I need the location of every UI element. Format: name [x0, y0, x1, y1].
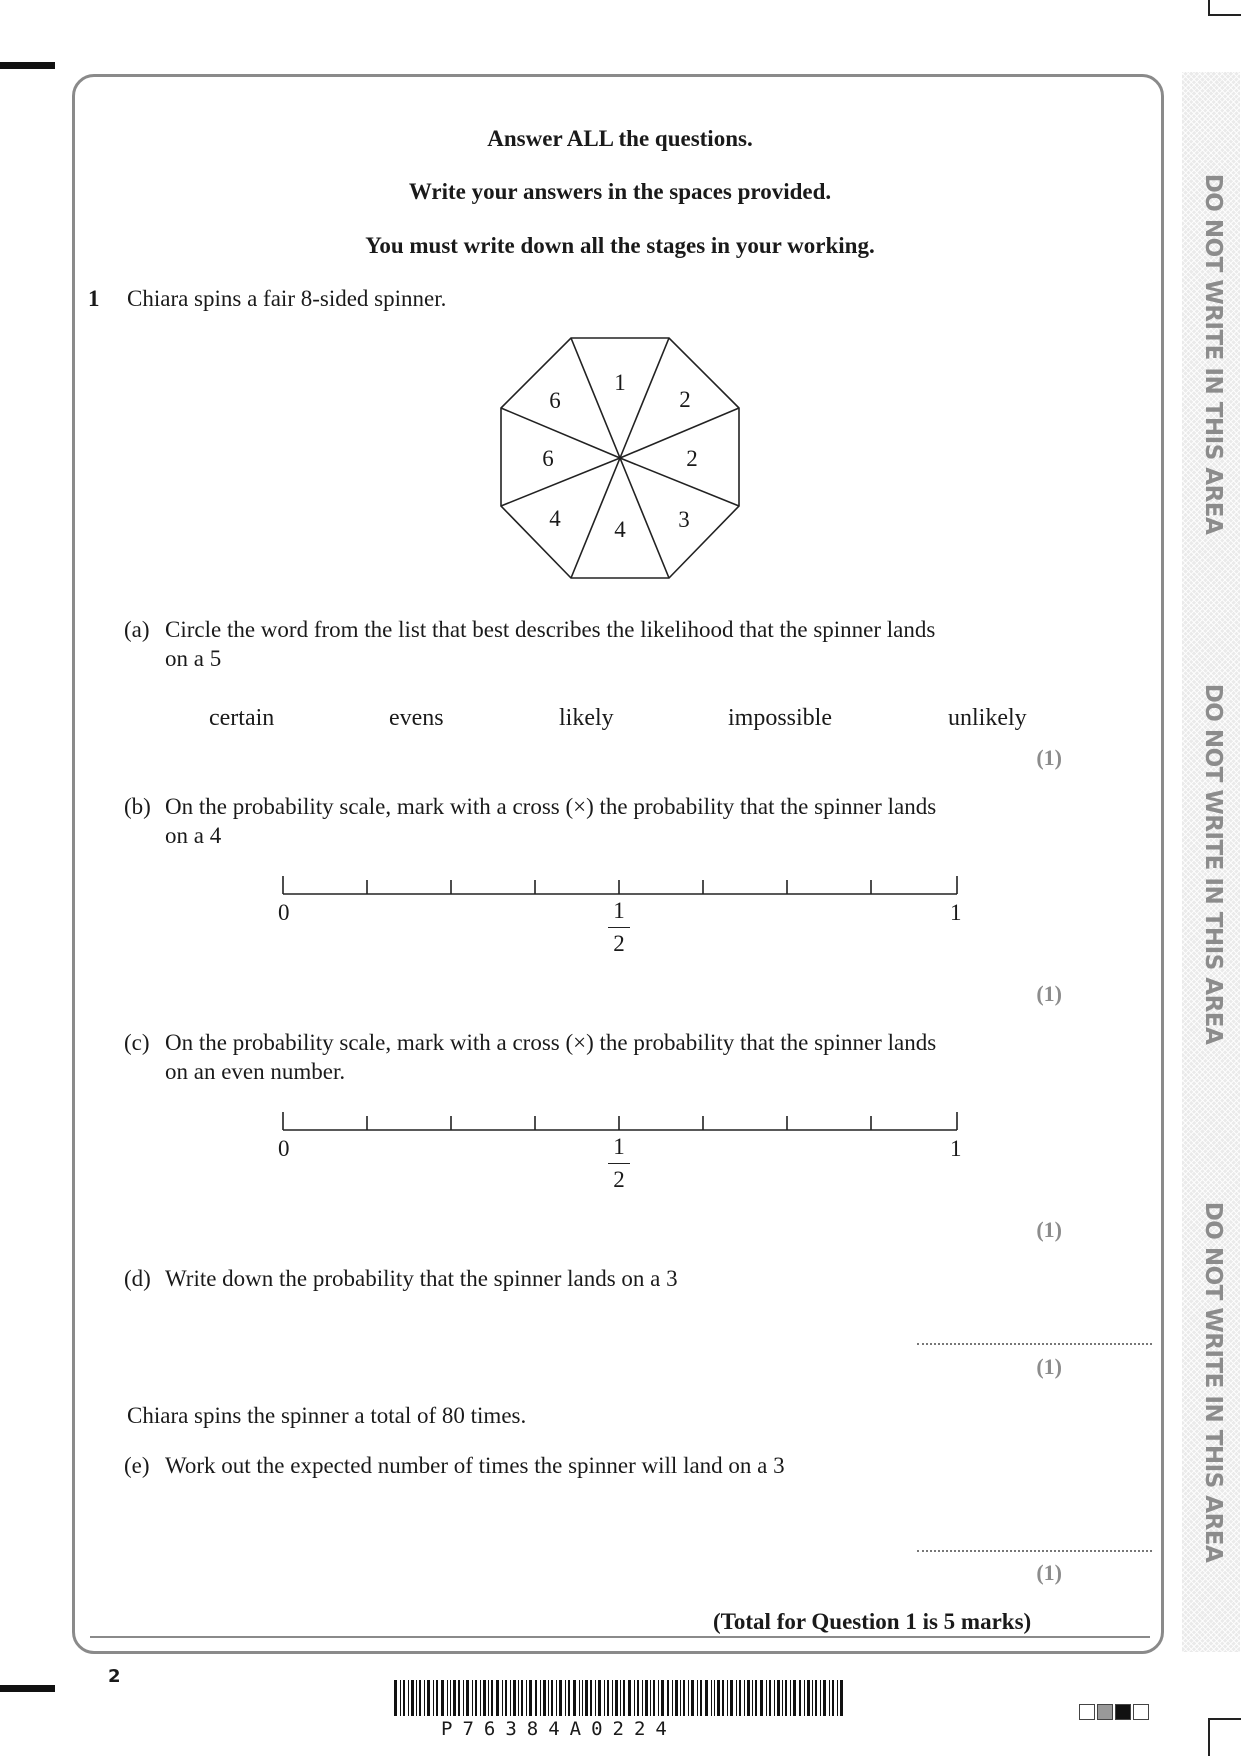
scale-c-half-numerator: 1	[613, 1134, 625, 1159]
octagon-spinner	[495, 334, 745, 584]
edge-bar-top	[0, 62, 55, 69]
probability-scale-b[interactable]	[278, 876, 962, 898]
part-a-line1: Circle the word from the list that best describes the likelihood that the spinner lands	[165, 617, 936, 642]
print-registration-icon	[1079, 1704, 1149, 1720]
spinner-label: 6	[542, 446, 554, 471]
scale-c-zero: 0	[278, 1136, 290, 1161]
choice-unlikely[interactable]: unlikely	[948, 705, 1027, 731]
spinner-divider	[620, 458, 669, 578]
marks-c: (1)	[1036, 1217, 1062, 1242]
barcode-image	[394, 1680, 844, 1716]
part-b-line2: on a 4	[165, 823, 222, 848]
spinner-label: 2	[679, 387, 691, 412]
part-c-line1: On the probability scale, mark with a cross (×) the probability that the spinner lands	[165, 1030, 937, 1055]
question-number: 1	[88, 286, 100, 311]
part-e-label: (e)	[124, 1453, 150, 1478]
spinner-label: 2	[686, 446, 698, 471]
part-b-line1: On the probability scale, mark with a cross (×) the probability that the spinner lands	[165, 794, 937, 819]
question-stem: Chiara spins a fair 8-sided spinner.	[127, 286, 447, 311]
marks-a: (1)	[1036, 745, 1062, 770]
part-c-label: (c)	[124, 1030, 150, 1055]
spinner-label: 6	[549, 388, 561, 413]
barcode-text: P76384A0224	[441, 1718, 677, 1740]
marks-b: (1)	[1036, 981, 1062, 1006]
part-b-label: (b)	[124, 794, 151, 819]
scale-b-zero: 0	[278, 900, 290, 925]
scale-b-half	[606, 898, 632, 957]
scale-c-one: 1	[950, 1136, 962, 1161]
context-text: Chiara spins the spinner a total of 80 times.	[127, 1403, 527, 1428]
scale-c-half	[606, 1134, 632, 1193]
choice-evens[interactable]: evens	[389, 705, 444, 731]
scale-b-one: 1	[950, 900, 962, 925]
part-c-line2: on an even number.	[165, 1059, 346, 1084]
total-marks: (Total for Question 1 is 5 marks)	[713, 1609, 1032, 1634]
part-a-line2: on a 5	[165, 646, 222, 671]
probability-scale-c[interactable]	[278, 1112, 962, 1134]
scale-b-half-denominator: 2	[613, 931, 625, 956]
spinner-label: 4	[549, 506, 561, 531]
scale-c-half-denominator: 2	[613, 1167, 625, 1192]
crop-mark-bottom-right	[1208, 1718, 1241, 1756]
crop-mark-top-right	[1208, 0, 1241, 16]
choice-likely[interactable]: likely	[559, 705, 614, 731]
answer-line-d[interactable]	[917, 1343, 1152, 1345]
spinner-divider	[501, 458, 620, 506]
spinner-divider	[571, 458, 620, 578]
choice-certain[interactable]: certain	[209, 705, 275, 731]
marks-e: (1)	[1036, 1560, 1062, 1585]
spinner-label: 3	[678, 507, 690, 532]
instruction-1: Answer ALL the questions.	[487, 126, 753, 151]
instruction-2: Write your answers in the spaces provided.	[408, 179, 832, 204]
answer-line-e[interactable]	[917, 1550, 1152, 1552]
page-number: 2	[108, 1666, 121, 1687]
choice-impossible[interactable]: impossible	[728, 705, 833, 731]
part-a-label: (a)	[124, 617, 150, 642]
spinner-label: 1	[614, 370, 626, 395]
scale-b-half-numerator: 1	[613, 898, 625, 923]
spinner-label: 4	[614, 517, 626, 542]
part-d-label: (d)	[124, 1266, 151, 1291]
spinner-divider	[620, 458, 739, 506]
bottom-rule	[90, 1636, 1150, 1638]
part-e-line1: Work out the expected number of times the spinner will land on a 3	[165, 1453, 785, 1478]
marks-d: (1)	[1036, 1354, 1062, 1379]
instruction-3: You must write down all the stages in your working.	[365, 233, 875, 258]
edge-bar-bottom	[0, 1685, 55, 1692]
part-d-line1: Write down the probability that the spinner lands on a 3	[165, 1266, 678, 1291]
